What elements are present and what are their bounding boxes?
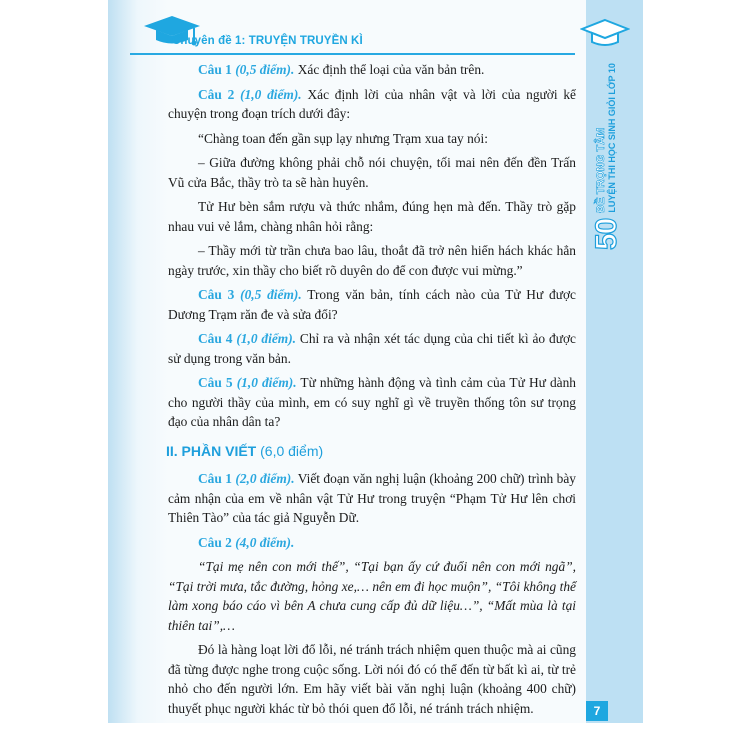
question-4: Câu 4 (1,0 điểm). Chỉ ra và nhận xét tác dụng của chi tiết kì ảo được sử dụng trong văn bản. [168,331,576,366]
question-label: Câu 2 (4,0 điểm). [198,534,295,550]
question-label: Câu 4 (1,0 điểm). [198,331,297,346]
question-label: Câu 1 (2,0 điểm). [198,471,295,486]
writing-question-2 [168,533,576,553]
graduation-cap-icon-right [580,18,630,52]
quote-line: – Giữa đường không phải chỗ nói chuyện, tối mai nên đến đền Trấn Vũ cửa Bắc, thầy trò ta sẽ hàn huyên. [168,155,576,190]
quote-line: Tử Hư bèn sắm rượu và thức nhắm, đúng hẹn mà đến. Thầy trò gặp nhau vui vẻ lắm, chàng nhân hỏi rằng: [168,199,576,234]
side-line-1: ĐỀ TRỌNG TÂM [595,127,607,213]
writing-prompt: Đó là hàng loạt lời đổ lỗi, né tránh trách nhiệm quen thuộc mà ai cũng đã từng được nghe trong cuộc sống. Lời nói đó có thể đến từ bất kì ai, từ trẻ nhỏ cho đến người lớn. Em hãy viết bài văn nghị luận (khoảng 400 chữ) thuyết phục người khác từ bỏ thói quen đổ lỗi, né tránh trách nhiệm. [168,642,576,716]
question-5: Câu 5 (1,0 điểm). Từ những hành động và tình cảm của Tử Hư dành cho người thầy của mình, em có suy nghĩ gì về truyền thống tôn sư trọng đạo của nhân dân ta? [168,375,576,429]
excuse-quotes: “Tại mẹ nên con mới thế”, “Tại bạn ấy cứ đuổi nên con mới ngã”, “Tại trời mưa, tắc đường, hỏng xe,… nên em đi học muộn”, “Tôi không thể làm xong báo cáo vì bên A chưa cung cấp đủ dữ liệu…”, “Mất mùa là tại thiên tai”,… [168,559,576,633]
side-title [590,63,623,250]
quote-line: – Thầy mới từ trần chưa bao lâu, thoắt đã trở nên hiển hách khác hẳn ngày trước, xin thầy cho biết rõ duyên do để con được vui mừng.” [168,243,576,278]
question-2: Câu 2 (1,0 điểm). Xác định lời của nhân vật và lời của người kể chuyện trong đoạn trích dưới đây: [168,86,576,121]
writing-question-1: Câu 1 (2,0 điểm). Viết đoạn văn nghị luận (khoảng 200 chữ) trình bày cảm nhận của em về nhân vật Tử Hư trong truyện “Phạm Tử Hư lên chơi Thiên Tào” của tác giả Nguyễn Dữ. [168,471,576,525]
question-label: Câu 2 (1,0 điểm). [198,86,302,102]
side-number: 50 [590,218,623,250]
header-divider [130,53,575,55]
question-label: Câu 1 (0,5 điểm). [198,62,295,77]
chapter-title: Chuyên đề 1: TRUYỆN TRUYỀN KÌ [172,35,363,47]
page-number: 7 [586,701,608,721]
question-1: Câu 1 (0,5 điểm). Xác định thể loại của văn bản trên. [198,62,485,77]
question-label: Câu 5 (1,0 điểm). [198,375,297,390]
question-label: Câu 3 (0,5 điểm). [198,287,302,302]
question-3: Câu 3 (0,5 điểm). Trong văn bản, tính cách nào của Tử Hư được Dương Trạm răn đe và sửa đổi? [168,287,576,322]
page-content [168,60,576,723]
section-heading: II. PHẦN VIẾT (6,0 điểm) [166,442,324,459]
side-line-2: LUYỆN THI HỌC SINH GIỎI LỚP 10 [607,63,617,213]
quote-line: “Chàng toan đến gần sụp lạy nhưng Trạm xua tay nói: [198,130,488,146]
